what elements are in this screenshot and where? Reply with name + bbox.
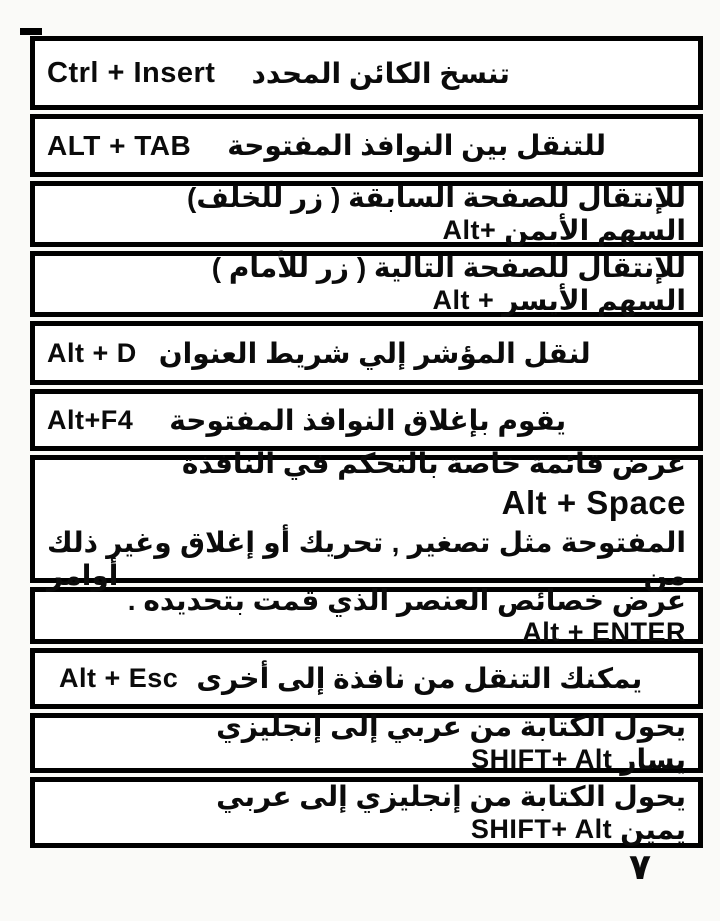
shortcut-row [30,114,703,177]
shortcut-key-group [47,130,191,162]
shortcut-description: يقوم بإغلاق النوافذ المفتوحة [169,404,567,436]
shortcut-description: لنقل المؤشر إلي شريط العنوان [158,337,591,369]
shortcut-key: SHIFT+ Alt [470,813,613,844]
shortcut-key-group [47,57,215,90]
shortcut-key: Alt + [432,285,495,315]
shortcut-description: تنسخ الكائن المحدد [251,57,510,89]
shortcut-row [30,251,703,317]
shortcut-row [30,447,703,591]
shortcut-key: Ctrl + Insert [47,56,216,89]
shortcut-key-arabic: يمين [620,813,686,845]
shortcut-key-group [471,813,686,846]
shortcut-key-group [47,338,137,369]
shortcut-description: يحول الكتابة من إنجليزي إلى عربي [216,780,686,812]
shortcut-row [30,389,703,451]
shortcut-row [30,777,703,848]
shortcut-description: عرض قائمة خاصة بالتحكم في النافذة [181,447,686,479]
shortcut-row [30,36,703,110]
shortcut-key-group [433,284,686,317]
shortcut-description: للتنقل بين النوافذ المفتوحة [227,130,607,161]
shortcut-row [30,648,703,709]
shortcut-row [30,713,703,773]
shortcut-key-arabic: السهم الأيسر [502,285,686,316]
shortcut-key-arabic: السهم الأيمن [504,215,686,246]
shortcut-key: Alt+ [442,215,497,245]
shortcut-key: Alt + ENTER [522,616,686,647]
shortcut-key-group [522,617,686,648]
shortcut-description: عرض خصائص العنصر الذي قمت بتحديده . [127,584,686,616]
shortcut-row [30,181,703,247]
shortcut-row [30,321,703,385]
shortcut-key: SHIFT+ Alt [471,744,613,774]
shortcut-key: Alt + Space [501,483,686,521]
table-corner-mark [20,28,42,35]
shortcut-key-group [47,405,133,436]
shortcut-key-group [471,743,686,776]
shortcut-description: يمكنك التنقل من نافذة إلى أخرى [196,663,643,694]
shortcut-description: يحول الكتابة من عربي إلى إنجليزي [216,711,686,742]
shortcut-key: Alt + Esc [59,663,179,693]
shortcut-key-group [442,214,686,247]
shortcut-key-group [59,663,178,694]
shortcut-key-group [502,484,686,522]
shortcut-key-arabic: يسار [620,744,686,775]
shortcut-description-line2: المفتوحة مثل تصغير , تحريك أو إغلاق وغير ذلك من أوامر [47,526,686,591]
shortcut-key: Alt + D [47,337,137,368]
shortcut-description: للإنتقال للصفحة السابقة ( زر للخلف) [187,182,686,213]
page-number: ٧ [629,846,651,887]
shortcut-key: Alt+F4 [47,404,134,435]
shortcuts-table [30,36,703,852]
shortcut-description: للإنتقال للصفحة التالية ( زر للأمام ) [211,252,686,283]
shortcut-key: ALT + TAB [47,129,192,161]
shortcut-row [30,584,703,647]
